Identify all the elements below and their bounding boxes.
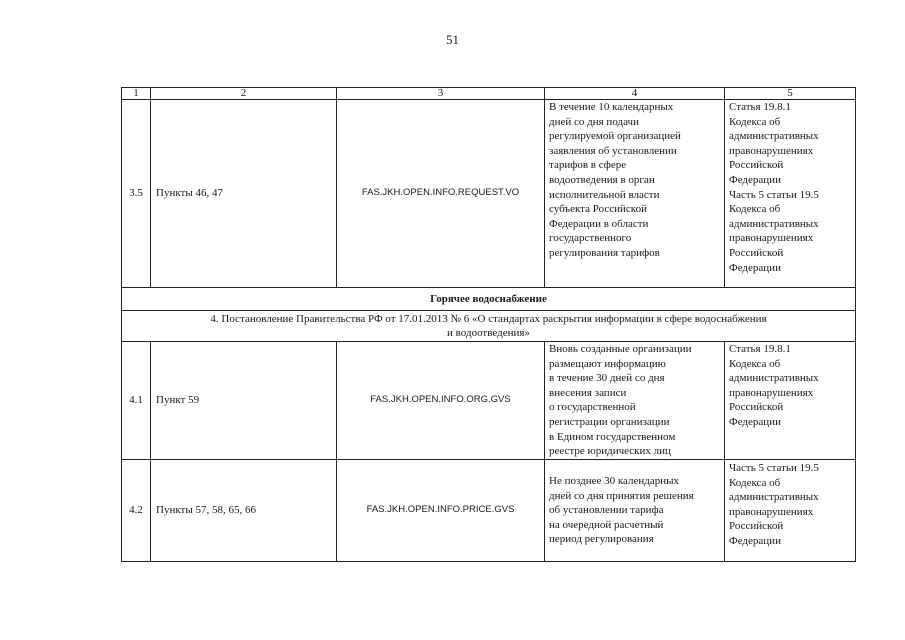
liability-line: Федерации — [729, 173, 781, 186]
document-table — [121, 87, 856, 562]
liability-line: Статья 19.8.1 — [729, 343, 791, 355]
row-number: 4.2 — [122, 460, 151, 562]
row-number: 3.5 — [122, 100, 151, 288]
row-points: Пункт 59 — [151, 342, 337, 460]
table-row-3-5 — [122, 100, 856, 288]
term-line: период регулирования — [549, 533, 654, 546]
term-line: о государственной — [549, 401, 636, 414]
row-liability — [725, 460, 856, 562]
term-line: в течение 30 дней со дня — [549, 372, 665, 385]
term-line: на очередной расчетный — [549, 518, 664, 531]
term-line: внесения записи — [549, 386, 627, 399]
column-number-header-row — [122, 88, 856, 100]
decree-line: 4. Постановление Правительства РФ от 17.01.2013 № 6 «О стандартах раскрытия информации в сфере водоснабжения — [210, 313, 767, 325]
liability-line: Федерации — [729, 415, 781, 428]
term-line: размещают информацию — [549, 357, 666, 370]
page-number: 51 — [446, 32, 459, 47]
row-term — [545, 342, 725, 460]
liability-line: Часть 5 статьи 19.5 — [729, 188, 819, 201]
decree-row — [122, 311, 856, 342]
row-number: 4.1 — [122, 342, 151, 460]
term-line: регулируемой организацией — [549, 130, 681, 143]
term-line: Не позднее 30 календарных — [549, 475, 680, 487]
row-term — [545, 460, 725, 562]
term-line: водоотведения в орган — [549, 173, 655, 186]
term-line: регулирования тарифов — [549, 246, 660, 259]
row-code: FAS.JKH.OPEN.INFO.ORG.GVS — [337, 342, 545, 460]
column-number-1: 1 — [122, 88, 151, 100]
term-line: дней со дня принятия решения — [549, 489, 694, 502]
liability-line: правонарушениях — [729, 232, 814, 245]
liability-line: правонарушениях — [729, 386, 814, 399]
row-term — [545, 100, 725, 288]
table-row-4-1 — [122, 342, 856, 460]
term-line: дней со дня подачи — [549, 115, 639, 128]
liability-line: Кодекса об — [729, 115, 781, 128]
term-line: государственного — [549, 232, 632, 245]
liability-line: Федерации — [729, 261, 781, 274]
liability-line: административных — [729, 130, 819, 143]
term-line: в Едином государственном — [549, 430, 676, 443]
term-line: субъекта Российской — [549, 203, 647, 216]
term-line: заявления об установлении — [549, 144, 677, 157]
liability-line: Часть 5 статьи 19.5 — [729, 462, 819, 474]
liability-line: Российской — [729, 159, 784, 172]
liability-line: Российской — [729, 520, 784, 533]
row-points: Пункты 57, 58, 65, 66 — [151, 460, 337, 562]
liability-line: правонарушениях — [729, 144, 814, 157]
column-number-5: 5 — [725, 88, 856, 100]
row-liability — [725, 342, 856, 460]
decree-title — [122, 311, 856, 342]
row-code: FAS.JKH.OPEN.INFO.PRICE.GVS — [337, 460, 545, 562]
liability-line: правонарушениях — [729, 505, 814, 518]
term-line: тарифов в сфере — [549, 159, 627, 172]
liability-line: административных — [729, 491, 819, 504]
term-line: реестре юридических лиц — [549, 445, 671, 458]
section-title: Горячее водоснабжение — [122, 288, 856, 311]
liability-line: административных — [729, 372, 819, 385]
column-number-2: 2 — [151, 88, 337, 100]
decree-line: и водоотведения» — [447, 327, 530, 339]
liability-line: Российской — [729, 401, 784, 414]
row-liability — [725, 100, 856, 288]
row-points: Пункты 46, 47 — [151, 100, 337, 288]
liability-line: Федерации — [729, 534, 781, 547]
term-line: Вновь созданные организации — [549, 343, 692, 355]
liability-line: Кодекса об — [729, 476, 781, 489]
liability-line: Кодекса об — [729, 203, 781, 216]
term-line: исполнительной власти — [549, 188, 660, 201]
liability-line: Российской — [729, 246, 784, 259]
row-code: FAS.JKH.OPEN.INFO.REQUEST.VO — [337, 100, 545, 288]
liability-line: Статья 19.8.1 — [729, 101, 791, 113]
table-row-4-2 — [122, 460, 856, 562]
liability-line: административных — [729, 217, 819, 230]
column-number-3: 3 — [337, 88, 545, 100]
section-title-row — [122, 288, 856, 311]
term-line: Федерации в области — [549, 217, 649, 230]
column-number-4: 4 — [545, 88, 725, 100]
term-line: об установлении тарифа — [549, 504, 664, 517]
term-line: В течение 10 календарных — [549, 101, 674, 113]
liability-line: Кодекса об — [729, 357, 781, 370]
term-line: регистрации организации — [549, 415, 670, 428]
